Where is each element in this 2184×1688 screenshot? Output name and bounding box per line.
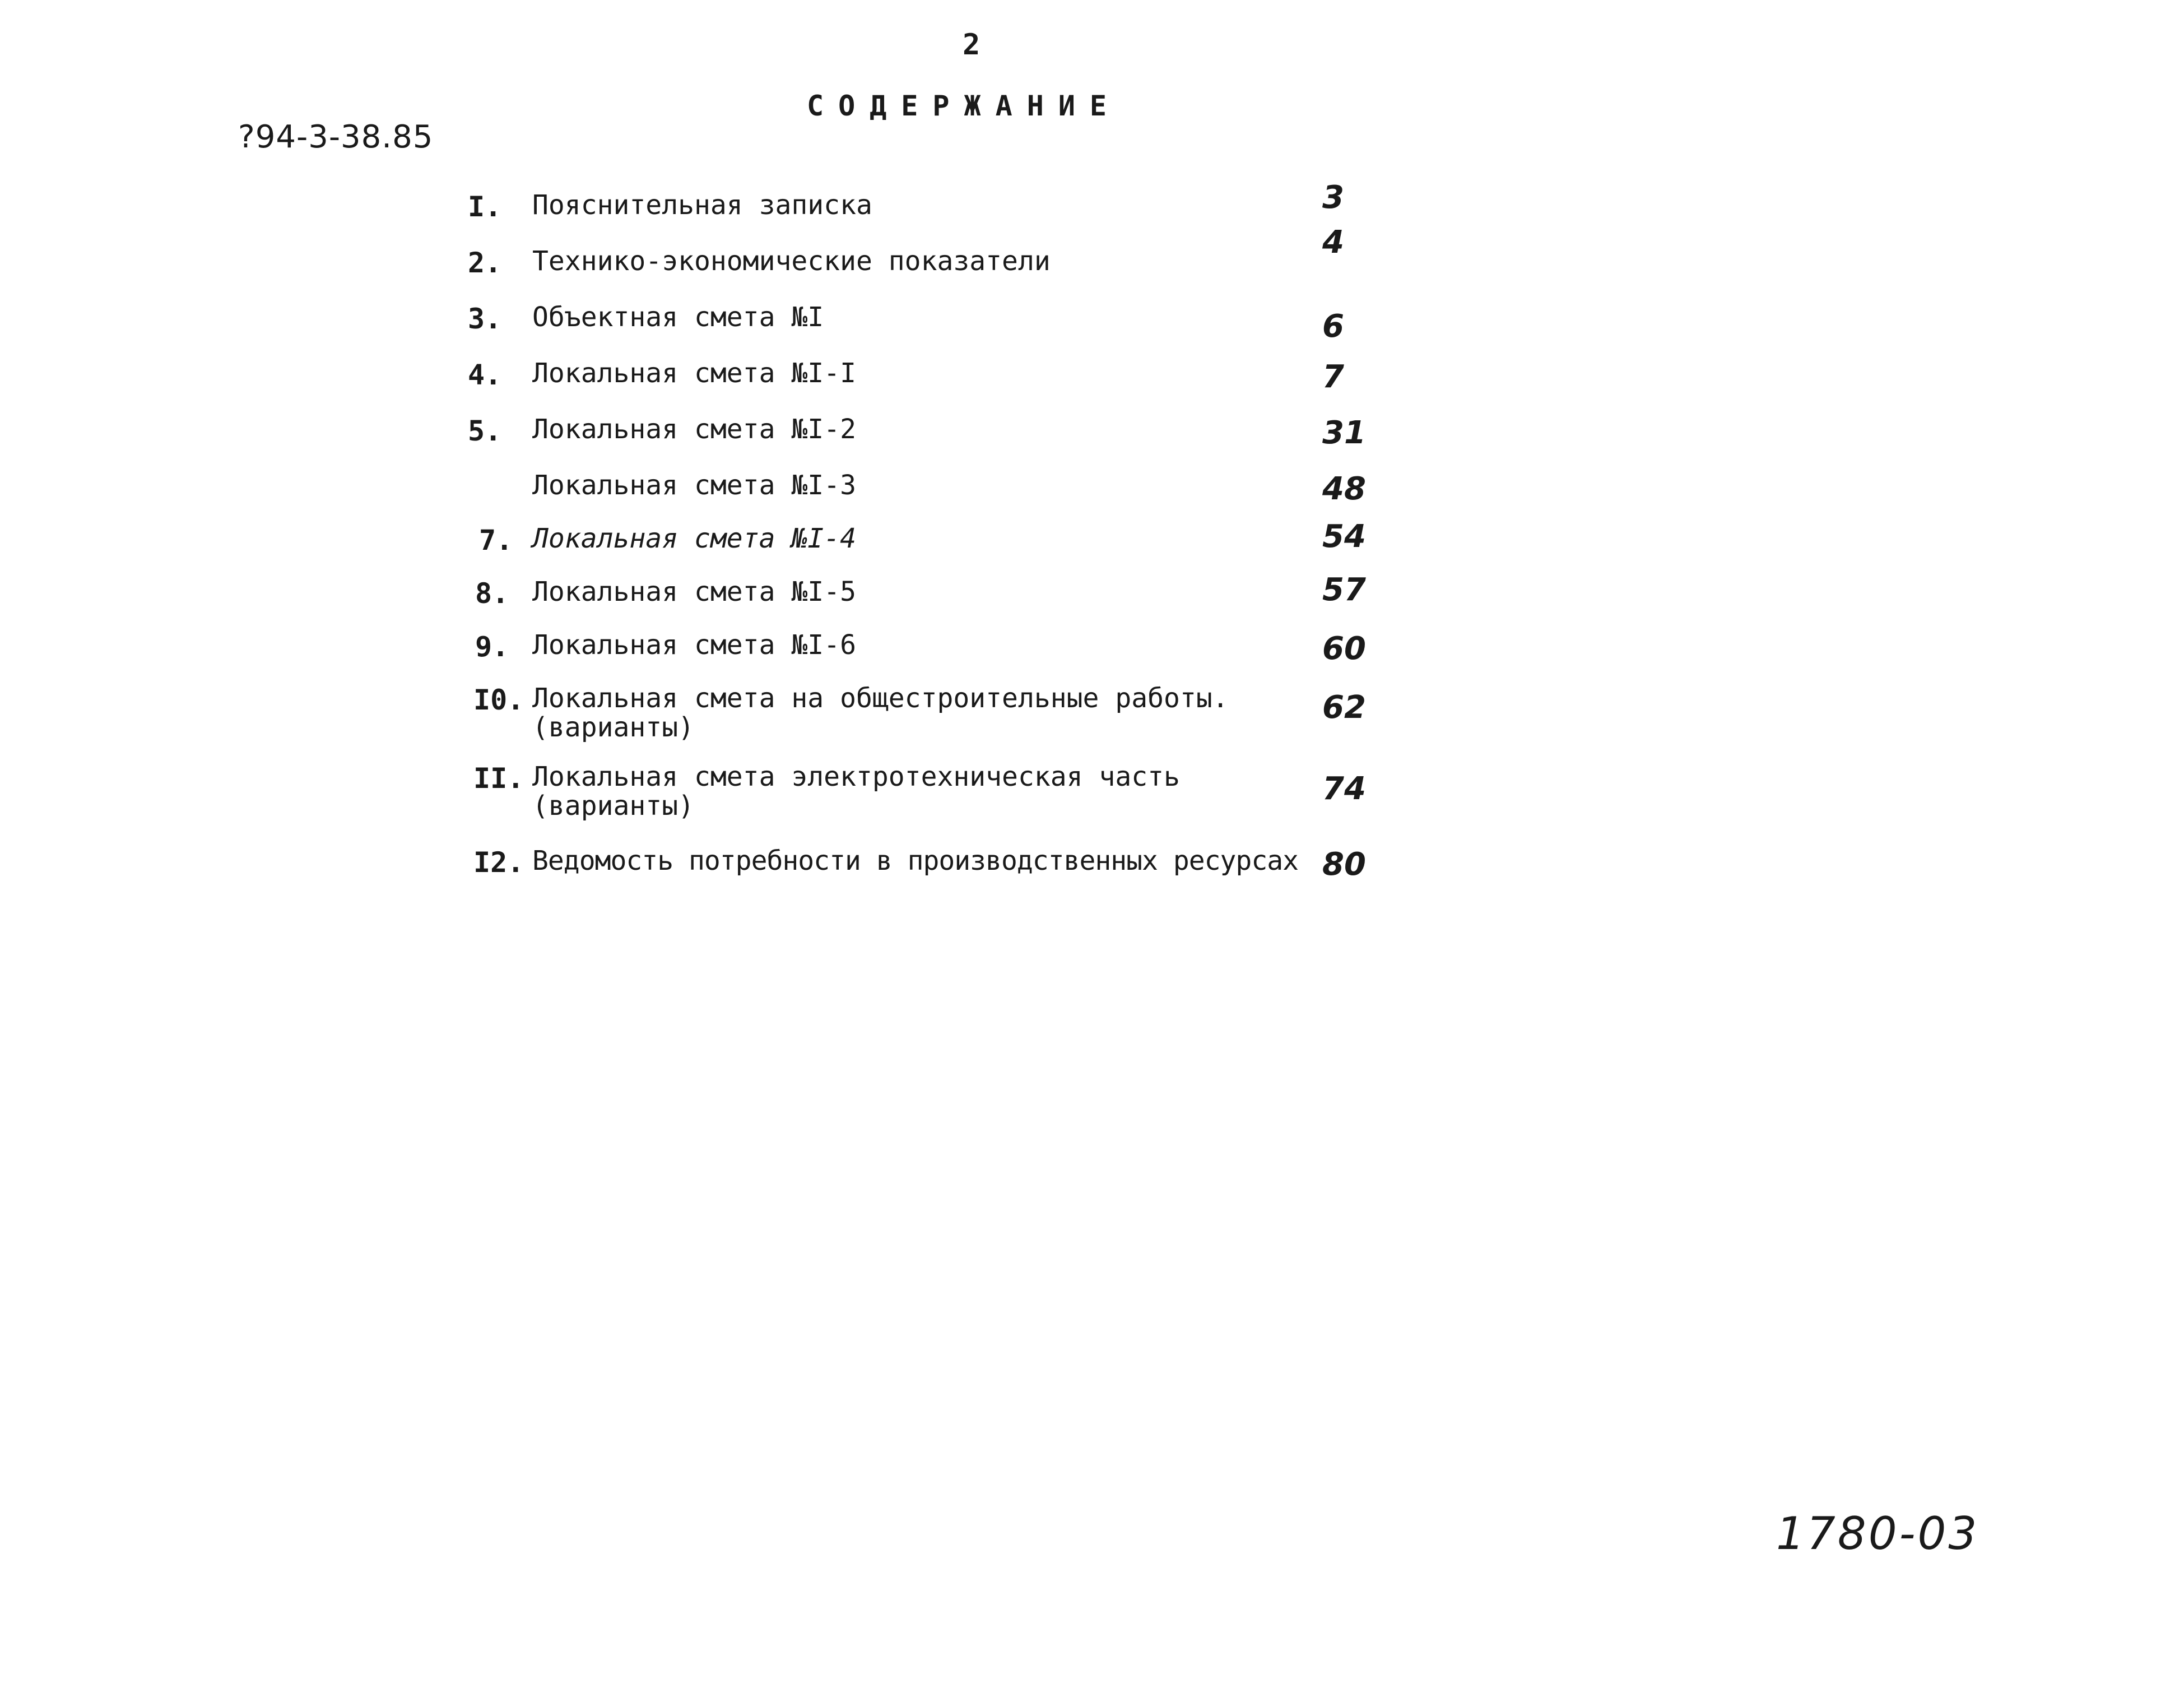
toc-row-subtitle: (варианты) [532, 712, 694, 743]
toc-row-title: Локальная смета на общестроительные работы. (варианты) [532, 683, 1229, 743]
handwritten-stamp: 1780-03 [1776, 1508, 1979, 1560]
toc-row-number: II. [473, 762, 524, 795]
toc-row-title: Локальная смета №I-4 [532, 523, 856, 554]
toc-row-subtitle: (варианты) [532, 790, 694, 822]
toc-row-title: Локальная смета электротехническая часть (варианты) [532, 761, 1180, 822]
toc-row-page: 54 [1322, 518, 1366, 555]
toc-row-page: 57 [1322, 572, 1366, 608]
toc-row-title: Объектная смета №I [532, 302, 824, 333]
toc-row-page: 3 [1322, 179, 1344, 216]
toc-row-title: Локальная смета №I-2 [532, 414, 856, 445]
toc-row-page: 48 [1322, 471, 1366, 507]
toc-row-page: 74 [1322, 771, 1366, 807]
toc-row-number: 2. [468, 247, 502, 279]
toc-row-page: 60 [1322, 630, 1366, 667]
toc-row-number: 3. [468, 303, 502, 335]
toc-row-number: I2. [473, 846, 524, 879]
toc-row-page: 7 [1322, 359, 1344, 395]
toc-row-title: Технико-экономические показатели [532, 245, 1051, 277]
toc-row-page: 4 [1322, 224, 1344, 261]
toc-row-number: 4. [468, 359, 502, 391]
toc-row-page: 62 [1322, 689, 1366, 726]
toc-row-page: 6 [1322, 308, 1344, 345]
toc-row-page: 31 [1322, 415, 1366, 451]
toc-row-title: Пояснительная записка [532, 189, 872, 221]
document-code: ?94-3-38.85 [238, 119, 434, 155]
toc-row-page: 80 [1322, 846, 1366, 883]
toc-row-number: I0. [473, 684, 524, 716]
toc-row-title: Локальная смета №I-5 [532, 576, 856, 608]
toc-row-number: 7. [479, 524, 513, 557]
toc-row-number: 5. [468, 415, 502, 447]
toc-row-title: Локальная смета №I-I [532, 358, 856, 389]
toc-row-title: Локальная смета №I-6 [532, 629, 856, 661]
page-number: 2 [963, 28, 981, 62]
toc-row-number: 8. [475, 577, 509, 610]
toc-row-number: I. [468, 191, 502, 223]
toc-title: СОДЕРЖАНИЕ [807, 90, 1122, 122]
toc-row-title: Локальная смета №I-3 [532, 470, 856, 501]
toc-row-title: Ведомость потребности в производственных ресурсах [532, 845, 1299, 877]
toc-row-number: 9. [475, 630, 509, 663]
